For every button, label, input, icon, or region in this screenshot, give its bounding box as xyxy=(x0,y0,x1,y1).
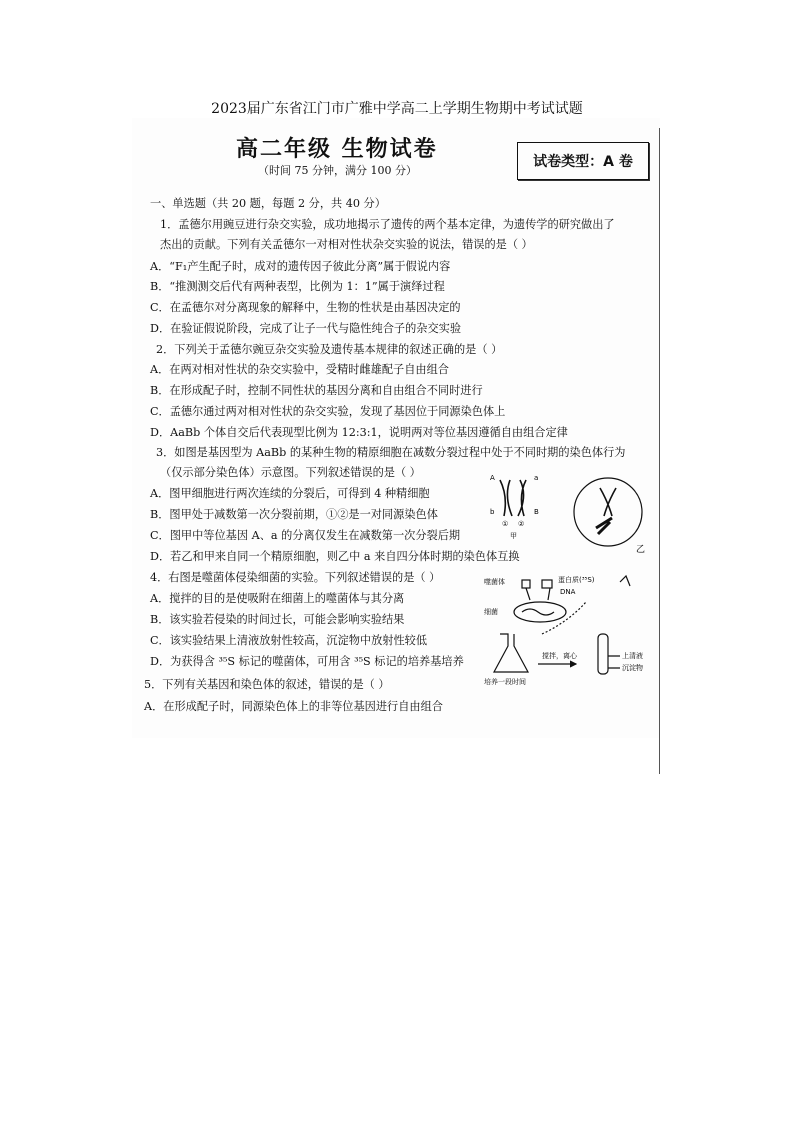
question-line: （仅示部分染色体）示意图。下列叙述错误的是（ ） xyxy=(160,466,421,479)
question-line: A．在形成配子时，同源染色体上的非等位基因进行自由组合 xyxy=(144,700,443,713)
flask-icon xyxy=(494,634,528,672)
question-line: B．“推测测交后代有两种表型，比例为 1：1”属于演绎过程 xyxy=(150,280,445,293)
question-line: 1．孟德尔用豌豆进行杂交实验，成功地揭示了遗传的两个基本定律，为遗传学的研究做出了 xyxy=(160,218,615,231)
stirrer-icon xyxy=(620,576,630,586)
label-2: ② xyxy=(518,520,525,528)
label-dna: DNA xyxy=(560,588,576,596)
label-phage: 噬菌体 xyxy=(484,578,505,586)
time-note: （时间 75 分钟，满分 100 分） xyxy=(258,164,417,177)
question-line: 4．右图是噬菌体侵染细菌的实验。下列叙述错误的是（ ） xyxy=(150,571,441,584)
label-protein: 蛋白质(³⁵S) xyxy=(558,576,595,584)
question-line: A．“F₁产生配子时，成对的遗传因子彼此分离”属于假说内容 xyxy=(150,260,451,273)
label-1: ① xyxy=(502,520,509,528)
question-line: 5．下列有关基因和染色体的叙述，错误的是（ ） xyxy=(144,678,390,691)
label-stir-centrifuge: 搅拌，离心 xyxy=(542,652,577,660)
question-line: 3．如图是基因型为 AaBb 的某种生物的精原细胞在减数分裂过程中处于不同时期的染色体行为 xyxy=(156,446,626,459)
section-heading: 一、单选题（共 20 题，每题 2 分，共 40 分） xyxy=(150,197,386,210)
paper-type-box: 试卷类型：A 卷 xyxy=(517,142,649,180)
question-line: A．搅拌的目的是使吸附在细菌上的噬菌体与其分离 xyxy=(150,592,405,605)
question-line: D．AaBb 个体自交后代表现型比例为 12:3:1，说明两对等位基因遵循自由组合定律 xyxy=(150,426,568,439)
question-line: B．该实验若侵染的时间过长，可能会影响实验结果 xyxy=(150,613,405,626)
question-line: A．图甲细胞进行两次连续的分裂后，可得到 4 种精细胞 xyxy=(150,487,430,500)
document-title: 2023届广东省江门市广雅中学高二上学期生物期中考试试题 xyxy=(211,101,583,117)
phage-tails xyxy=(526,588,550,600)
question-line: D．在验证假说阶段，完成了让子一代与隐性纯合子的杂交实验 xyxy=(150,322,462,335)
question-line: D．为获得含 ³⁵S 标记的噬菌体，可用含 ³⁵S 标记的培养基培养 xyxy=(150,655,464,668)
dashed-path xyxy=(542,602,586,634)
question-line: D．若乙和甲来自同一个精原细胞，则乙中 a 来自四分体时期的染色体互换 xyxy=(150,550,520,563)
label-sediment: 沉淀物 xyxy=(622,664,643,672)
chromosome-yi-upper xyxy=(600,488,616,516)
question-line: C．图甲中等位基因 A、a 的分离仅发生在减数第一次分裂后期 xyxy=(150,529,461,542)
paper-title: 高二年级 生物试卷 xyxy=(236,137,438,162)
phage-head xyxy=(542,580,552,588)
label-A: A xyxy=(490,474,495,482)
label-yi: 乙 xyxy=(636,545,646,555)
chromosome-1 xyxy=(500,480,512,516)
label-jia: 甲 xyxy=(510,532,517,540)
chromosome-yi-lower xyxy=(596,518,612,534)
label-B: B xyxy=(534,508,539,516)
question-line: B．在形成配子时，控制不同性状的基因分离和自由组合不同时进行 xyxy=(150,384,483,397)
question-line: C．在孟德尔对分离现象的解释中，生物的性状是由基因决定的 xyxy=(150,301,461,314)
question-line: C．孟德尔通过两对相对性状的杂交实验，发现了基因位于同源染色体上 xyxy=(150,405,506,418)
chromosome-figure xyxy=(484,466,664,556)
question-line: 2．下列关于孟德尔豌豆杂交实验及遗传基本规律的叙述正确的是（ ） xyxy=(156,343,503,356)
chromosome-2 xyxy=(518,480,526,516)
test-tube xyxy=(598,634,608,674)
label-supernatant: 上清液 xyxy=(622,652,643,660)
tube-pointers xyxy=(608,656,620,668)
bacterium-shape xyxy=(514,602,566,622)
label-a: a xyxy=(534,474,539,482)
question-line: 杰出的贡献。下列有关孟德尔一对相对性状杂交实验的说法，错误的是（ ） xyxy=(160,238,533,251)
label-bacterium: 细菌 xyxy=(484,608,498,616)
question-line: A．在两对相对性状的杂交实验中，受精时雌雄配子自由组合 xyxy=(150,363,449,376)
label-b: b xyxy=(490,508,495,516)
question-line: B．图甲处于减数第一次分裂前期，①②是一对同源染色体 xyxy=(150,508,438,521)
phage-experiment-figure xyxy=(478,572,660,690)
bacterium-dna xyxy=(522,609,554,615)
question-line: C．该实验结果上清液放射性较高，沉淀物中放射性较低 xyxy=(150,634,428,647)
cell-yi-outline xyxy=(574,478,642,546)
label-culture-time: 培养一段时间 xyxy=(484,678,526,686)
phage-head-2 xyxy=(522,580,530,588)
